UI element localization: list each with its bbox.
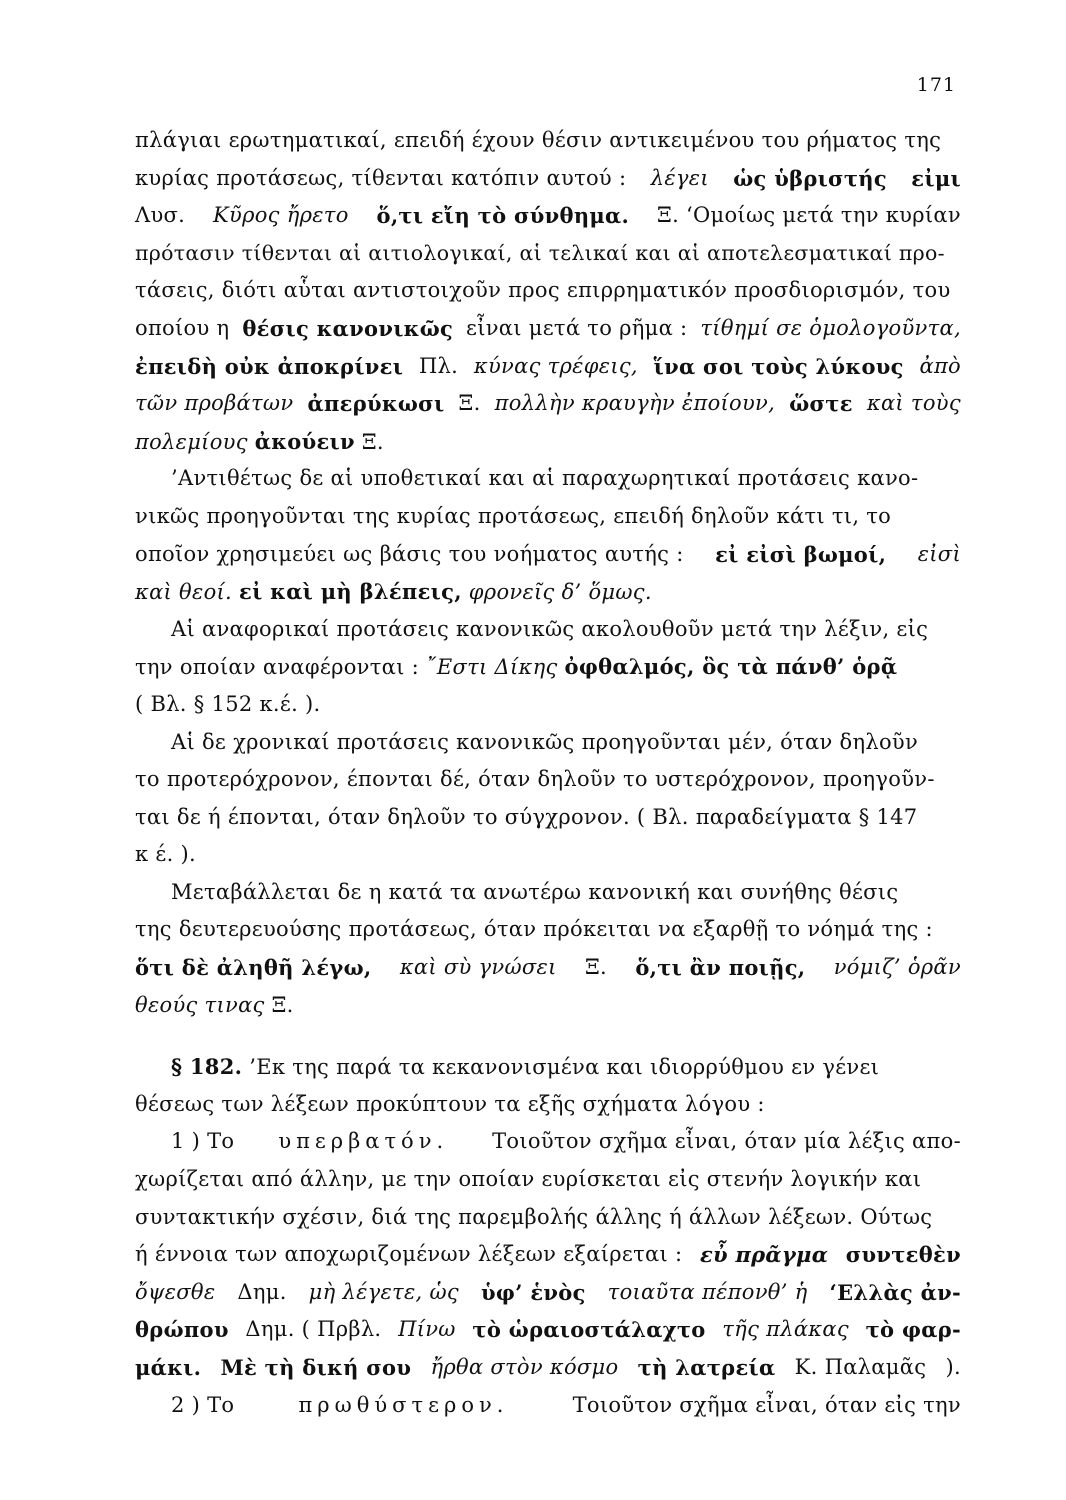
paragraph-temporal	[135, 724, 961, 874]
text-line: πρότασιν τίθενται αἱ αιτιολογικαί, αἱ τελικαί και αἱ αποτελεσματικαί προ-	[135, 240, 945, 265]
text-line: ὅτι δὲ ἀληθῆ λέγω, καὶ σὺ γνώσει Ξ. ὅ,τι ἂν ποιῇς, νόμιζ’ ὁρᾶν	[135, 955, 961, 981]
text-line: νικῶς προηγοῦνται της κυρίας προτάσεως, επειδή δηλοῦν κάτι τι, το	[135, 503, 892, 528]
text-line: 2 ) Το πρωθύστερον. Τοιοῦτον σχῆμα εἶναι, όταν εἰς την	[135, 1387, 961, 1425]
text-line: § 182. ’Εκ της παρά τα κεκανονισμένα και ιδιορρύθμου εν γένει	[171, 1054, 880, 1080]
text-line: θρώπου Δημ. ( Πρβλ. Πίνω τὸ ὡραιοστάλαχτο τῆς πλάκας τὸ φαρ-	[135, 1317, 961, 1343]
text-line: τῶν προβάτων ἀπερύκωσι Ξ. πολλὴν κραυγὴν ἐποίουν, ὥστε καὶ τοὺς	[135, 391, 961, 417]
text-line: ( Βλ. § 152 κ.έ. ).	[135, 691, 321, 716]
text-line: χωρίζεται από άλλην, με την οποίαν ευρίσκεται εἰς στενήν λογικήν και	[135, 1167, 922, 1192]
text-line: θέσεως των λέξεων προκύπτουν τα εξῆς σχήματα λόγου :	[135, 1091, 765, 1116]
page-number: 171	[916, 74, 956, 96]
text-line: ’Αντιθέτως δε αἱ υποθετικαί και αἱ παραχωρητικαί προτάσεις κανο-	[171, 466, 919, 491]
text-line: καὶ θεοί. εἰ καὶ μὴ βλέπεις, φρονεῖς δ’ ὅμως.	[135, 579, 652, 605]
paragraph-continuation	[135, 122, 961, 460]
paragraph-emphasis	[135, 874, 961, 1024]
term-hysteron-proteron: πρωθύστερον.	[298, 1392, 509, 1417]
text-line: οποίου η θέσις κανονικῶς εἶναι μετά το ρῆμα : τίθημί σε ὁμολογοῦντα,	[135, 315, 961, 341]
text-line: οποῖον χρησιμεύει ως βάσις του νοήματος αυτής : εἰ εἰσὶ βωμοί, εἰσὶ	[135, 541, 961, 567]
text-line: ται δε ή έπονται, όταν δηλοῦν το σύγχρονον. ( Βλ. παραδείγματα § 147	[135, 804, 918, 829]
text-line: πολεμίους ἀκούειν Ξ.	[135, 428, 384, 454]
text-line: το προτερόχρονον, έπονται δέ, όταν δηλοῦν το υστερόχρονον, προηγοῦν-	[135, 767, 935, 792]
text-line: την οποίαν αναφέρονται : ῎Εστι Δίκης ὀφθαλμός, ὃς τὰ πάνθ’ ὁρᾷ	[135, 654, 898, 680]
text-line: κ έ. ).	[135, 842, 196, 867]
section-gap	[135, 1024, 961, 1048]
text-line: Μεταβάλλεται δε η κατά τα ανωτέρω κανονική και συνήθης θέσις	[171, 879, 899, 904]
text-line: ὄψεσθε Δημ. μὴ λέγετε, ὡς ὑφ’ ἑνὸς τοιαῦτα πέπονθ’ ἡ ‘Ελλὰς ἀν-	[135, 1279, 961, 1305]
text-line: της δευτερευούσης προτάσεως, όταν πρόκειται να εξαρθῇ το νόημά της :	[135, 917, 933, 942]
text-line: ή έννοια των αποχωριζομένων λέξεων εξαίρεται : εὖ πρᾶγμα συντεθὲν	[135, 1242, 961, 1268]
text-line: μάκι. Μὲ τὴ δική σου ἤρθα στὸν κόσμο τὴ λατρεία Κ. Παλαμᾶς ).	[135, 1355, 961, 1380]
section-number: § 182.	[171, 1054, 243, 1080]
paragraph-relative	[135, 611, 961, 724]
text-line: Αἱ αναφορικαί προτάσεις κανονικῶς ακολουθοῦν μετά την λέξιν, εἰς	[171, 616, 929, 641]
text-line: Λυσ. Κῦρος ἤρετο ὅ,τι εἴη τὸ σύνθημα. Ξ. ‘Ομοίως μετά την κυρίαν	[135, 203, 961, 229]
section-182	[135, 1048, 961, 1424]
body-text	[135, 122, 961, 1424]
text-line: ἐπειδὴ οὐκ ἀποκρίνει Πλ. κύνας τρέφεις, ἵνα σοι τοὺς λύκους ἀπὸ	[135, 353, 961, 379]
paragraph-conditional	[135, 460, 961, 610]
text-line: συντακτικήν σχέσιν, διά της παρεμβολής άλλης ή άλλων λέξεων. Ούτως	[135, 1204, 933, 1229]
text-line: πλάγιαι ερωτηματικαί, επειδή έχουν θέσιν αντικειμένου του ρήματος της	[135, 128, 942, 152]
text-line: θεούς τινας Ξ.	[135, 992, 294, 1017]
term-hyperbaton: υπερβατόν.	[278, 1129, 449, 1154]
text-line: τάσεις, διότι αὗται αντιστοιχοῦν προς επιρρηματικόν προσδιορισμόν, του	[135, 278, 951, 303]
text-line: Αἱ δε χρονικαί προτάσεις κανονικῶς προηγοῦνται μέν, όταν δηλοῦν	[171, 729, 919, 754]
text-line: 1 ) Το υπερβατόν. Τοιοῦτον σχῆμα εἶναι, όταν μία λέξις απο-	[135, 1123, 961, 1161]
text-line: κυρίας προτάσεως, τίθενται κατόπιν αυτού : λέγει ὡς ὑβριστής εἰμι	[135, 165, 961, 191]
